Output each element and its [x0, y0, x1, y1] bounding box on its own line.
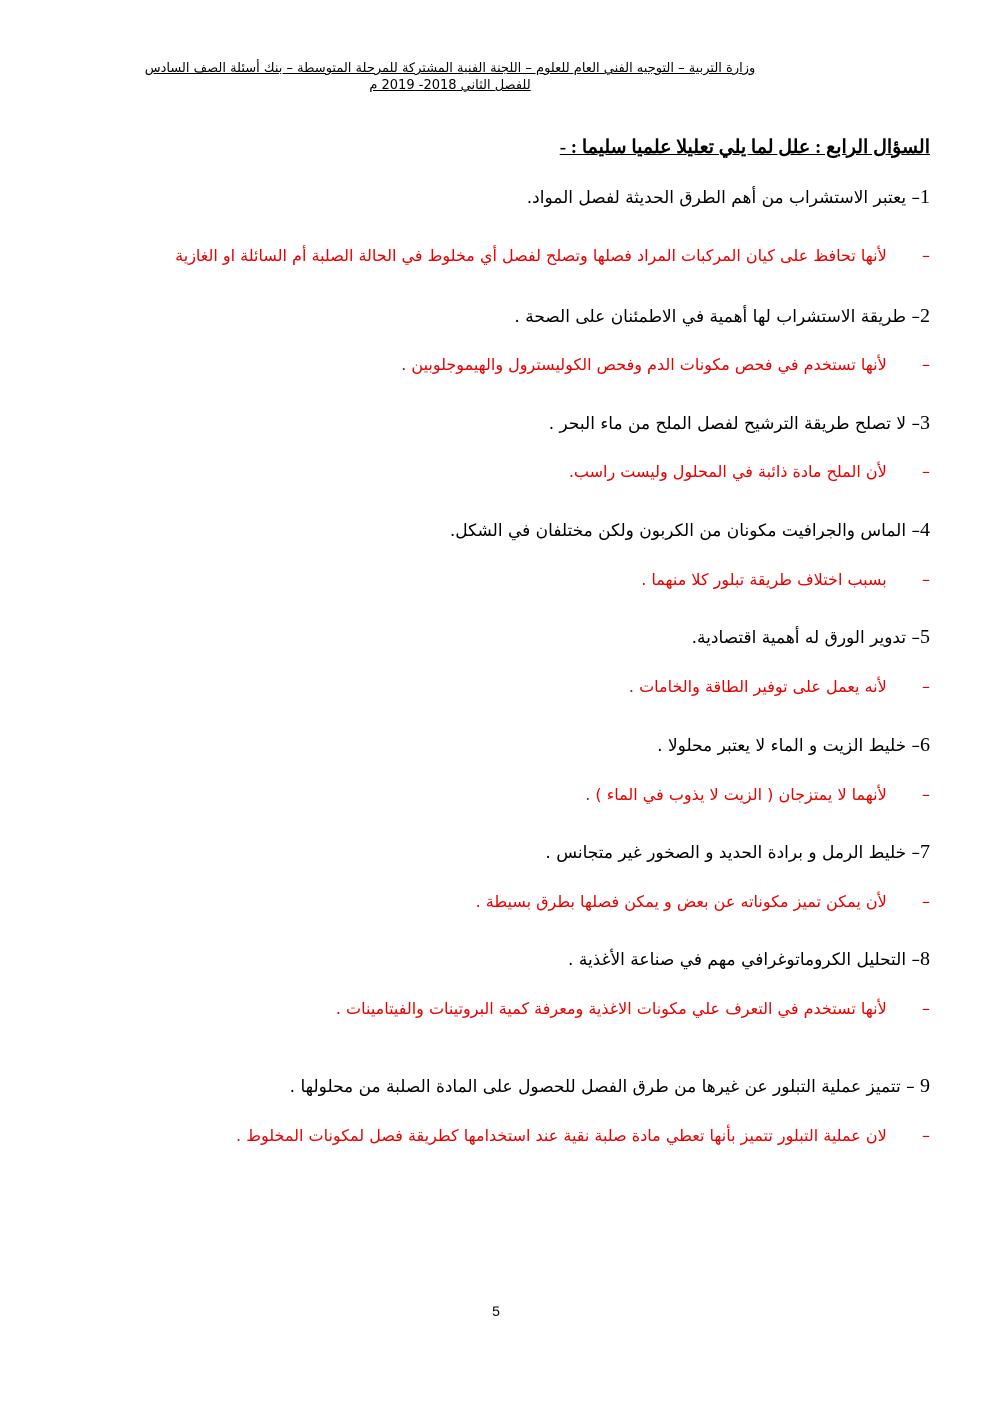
answer-text: لأنها تستخدم في فحص مكونات الدم وفحص الكوليسترول والهيموجلوبين . — [401, 355, 887, 374]
question-number: 6 — [920, 734, 930, 756]
question-item-2 — [70, 305, 930, 328]
question: 8– التحليل الكروماتوغرافي مهم في صناعة الأغذية . — [568, 948, 930, 970]
question-number: 9 — [920, 1075, 930, 1097]
answer: – لأن يمكن تميز مكوناته عن بعض و يمكن فصلها بطرق بسيطة . — [475, 892, 930, 911]
question: 4– الماس والجرافيت مكونان من الكربون ولكن مختلفان في الشكل. — [449, 519, 930, 541]
answer: – لأنها تحافظ على كيان المركبات المراد فصلها وتصلح لفصل أي مخلوط في الحالة الصلبة أم السائلة او الغازية — [175, 246, 930, 265]
question: 6– خليط الزيت و الماء لا يعتبر محلولا . — [657, 734, 930, 756]
answer-text: لأنها تحافظ على كيان المركبات المراد فصلها وتصلح لفصل أي مخلوط في الحالة الصلبة أم السائلة او الغازية — [175, 246, 887, 265]
question: 2– طريقة الاستشراب لها أهمية في الاطمئنان على الصحة . — [514, 305, 930, 327]
answer-item-8 — [70, 999, 930, 1018]
answer-text: لأنهما لا يمتزجان ( الزيت لا يذوب في الماء ) . — [585, 785, 887, 804]
question-text: تتميز عملية التبلور عن غيرها من طرق الفصل للحصول على المادة الصلبة من محلولها . — [289, 1077, 901, 1097]
question: 5– تدوير الورق له أهمية اقتصادية. — [691, 626, 930, 648]
question-item-5 — [70, 626, 930, 649]
question-number: 8 — [920, 948, 930, 970]
answer: – لأنها تستخدم في فحص مكونات الدم وفحص الكوليسترول والهيموجلوبين . — [401, 355, 930, 374]
section-title: السؤال الرابع : علل لما يلي تعليلا علميا سليما : - — [559, 137, 930, 158]
question-text: الماس والجرافيت مكونان من الكربون ولكن مختلفان في الشكل. — [449, 521, 907, 541]
answer-item-9 — [70, 1126, 930, 1145]
header-line-1: وزارة التربية – التوجيه الفني العام للعلوم – اللجنة الفنية المشتركة للمرحلة المتوسطة – بنك أسئلة الصف السادس — [144, 61, 756, 76]
answer: – لأنهما لا يمتزجان ( الزيت لا يذوب في الماء ) . — [585, 785, 930, 804]
question-text: طريقة الاستشراب لها أهمية في الاطمئنان على الصحة . — [514, 307, 907, 327]
answer: – لان عملية التبلور تتميز بأنها تعطي مادة صلبة نقية عند استخدامها كطريقة فصل لمكونات المخلوط . — [236, 1126, 930, 1145]
question-item-9 — [70, 1075, 930, 1098]
answer: – لأنها تستخدم في التعرف علي مكونات الاغذية ومعرفة كمية البروتينات والفيتامينات . — [335, 999, 930, 1018]
question-item-1 — [70, 186, 930, 209]
question-number: 4 — [920, 519, 930, 541]
question-item-7 — [70, 841, 930, 864]
answer-text: لان عملية التبلور تتميز بأنها تعطي مادة صلبة نقية عند استخدامها كطريقة فصل لمكونات المخلوط . — [236, 1126, 887, 1145]
question-number: 3 — [920, 412, 930, 434]
question-text: خليط الزيت و الماء لا يعتبر محلولا . — [657, 736, 907, 756]
question-number: 7 — [920, 841, 930, 863]
answer-text: بسبب اختلاف طريقة تبلور كلا منهما . — [641, 570, 887, 589]
question-item-8 — [70, 948, 930, 971]
answer: – لأنه يعمل على توفير الطاقة والخامات . — [628, 677, 930, 696]
question-number: 5 — [920, 626, 930, 648]
question-text: التحليل الكروماتوغرافي مهم في صناعة الأغذية . — [568, 950, 907, 970]
question: 1– يعتبر الاستشراب من أهم الطرق الحديثة لفصل المواد. — [526, 186, 930, 208]
question: 3– لا تصلح طريقة الترشيح لفصل الملح من ماء البحر . — [548, 412, 930, 434]
header-line-2: للفصل الثاني 2018- 2019 م — [369, 78, 531, 93]
answer-text: لأنه يعمل على توفير الطاقة والخامات . — [628, 677, 887, 696]
page-header — [100, 60, 800, 94]
question: 9 – تتميز عملية التبلور عن غيرها من طرق الفصل للحصول على المادة الصلبة من محلولها . — [289, 1075, 930, 1097]
question-text: تدوير الورق له أهمية اقتصادية. — [691, 628, 907, 648]
page-number: 5 — [492, 1303, 500, 1319]
answer-item-7 — [70, 892, 930, 911]
answer-text: لأنها تستخدم في التعرف علي مكونات الاغذية ومعرفة كمية البروتينات والفيتامينات . — [335, 999, 887, 1018]
question-text: لا تصلح طريقة الترشيح لفصل الملح من ماء البحر . — [548, 414, 907, 434]
answer: – بسبب اختلاف طريقة تبلور كلا منهما . — [641, 570, 930, 589]
question-item-4 — [70, 519, 930, 542]
question-text: يعتبر الاستشراب من أهم الطرق الحديثة لفصل المواد. — [526, 188, 907, 208]
question: 7– خليط الرمل و برادة الحديد و الصخور غير متجانس . — [545, 841, 930, 863]
question-number: 1 — [920, 186, 930, 208]
answer-item-3 — [70, 462, 930, 481]
answer-item-6 — [70, 785, 930, 804]
question-text: خليط الرمل و برادة الحديد و الصخور غير متجانس . — [545, 843, 907, 863]
question-number: 2 — [920, 305, 930, 327]
answer-text: لأن يمكن تميز مكوناته عن بعض و يمكن فصلها بطرق بسيطة . — [475, 892, 887, 911]
answer-item-4 — [70, 570, 930, 589]
answer-text: لأن الملح مادة ذائبة في المحلول وليست راسب. — [568, 462, 887, 481]
question-item-6 — [70, 734, 930, 757]
answer-item-5 — [70, 677, 930, 696]
answer-item-2 — [70, 355, 930, 374]
question-item-3 — [70, 412, 930, 435]
answer-item-1 — [70, 246, 930, 265]
answer: – لأن الملح مادة ذائبة في المحلول وليست راسب. — [568, 462, 930, 481]
